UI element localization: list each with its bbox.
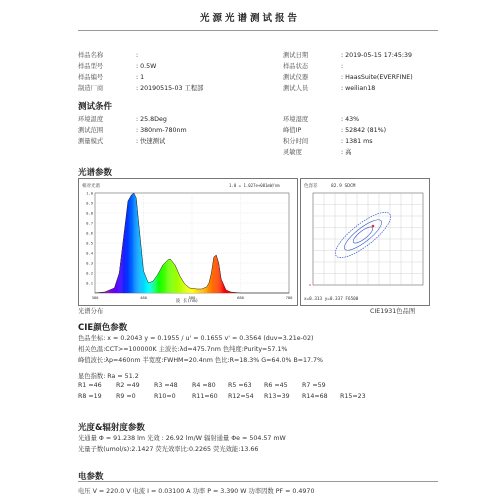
- title-rule: [78, 30, 438, 31]
- conditions-title: 测试条件: [78, 102, 113, 112]
- spectrum-x-tick: 780: [285, 295, 293, 300]
- electrical-rule: [78, 481, 438, 482]
- spectrum-x-tick: 580: [188, 295, 196, 300]
- ri-r4: R4 =80: [192, 382, 216, 389]
- cie-chart: [301, 179, 429, 305]
- spectrum-header-left: 相对光谱: [82, 184, 100, 189]
- field-sample-model: 样品型号 : 0.5W: [78, 63, 157, 70]
- ri-r2: R2 =49: [116, 382, 140, 389]
- ri-r7: R7 =59: [302, 382, 326, 389]
- cie-header-right: 82.9 SDCM: [331, 184, 356, 189]
- ra-line: 显色指数: Ra = 51.2: [78, 373, 139, 380]
- ri-r3: R3 =48: [154, 382, 178, 389]
- ri-r5: R5 =63: [228, 382, 252, 389]
- field-test-range: 测试范围 : 380nm-780nm: [78, 127, 187, 134]
- spectrum-y-tick: 1.0: [86, 190, 93, 196]
- photometric-line-flux: 光通量 Φ = 91.238 lm 光效 : 26.92 lm/W 辐射通量 Φe = 504.57 mW: [78, 435, 286, 442]
- cie-section-title: CIE颜色参数: [78, 323, 128, 333]
- spectrum-y-tick: 0.5: [86, 240, 93, 246]
- field-sample-status: 样品状态 :: [283, 63, 344, 70]
- spectrum-y-tick: 0.4: [86, 250, 93, 256]
- spectrum-y-tick: 0.8: [86, 210, 93, 216]
- spectrum-y-tick: 0.1: [86, 280, 93, 286]
- spectrum-y-tick: 0.3: [86, 260, 93, 266]
- spectrum-x-tick: 380: [91, 295, 99, 300]
- spectrum-x-tick: 680: [237, 295, 244, 300]
- field-instrument: 测试仪器 : HaasSuite(EVERFINE): [283, 74, 413, 81]
- report-title: 光源光谱测试报告: [199, 13, 300, 24]
- cie-line-peak: 峰值波长:λp=460nm 半宽度:FWHM=20.4nm 色比:R=18.3% G=64.0% B=17.7%: [78, 357, 324, 364]
- ri-r15: R15=23: [340, 393, 366, 400]
- ri-r10: R10=0: [154, 393, 176, 400]
- spectrum-title: 光谱参数: [78, 168, 113, 178]
- photometric-line-quantum: 光量子数(umol/s):2.1427 荧光效率比:0.2265 荧光效能:13.66: [78, 446, 259, 453]
- ri-r11: R11=60: [192, 393, 218, 400]
- cie-point-marker: [372, 225, 375, 228]
- cie-chart-frame: [300, 178, 430, 306]
- cie-caption: CIE1931色品图: [370, 308, 416, 315]
- field-peak-ip: 峰值IP : 52842 (81%): [283, 127, 387, 134]
- electrical-line: 电压 V = 220.0 V 电流 I = 0.03100 A 功率 P = 3.390 W 功率因数 PF = 0.4970: [78, 488, 315, 495]
- field-sample-name: 样品名称 :: [78, 52, 139, 59]
- cie-ellipses: [329, 205, 396, 264]
- photometric-title: 光度&辐射度参数: [78, 423, 145, 433]
- spectrum-caption: 光谱分布: [78, 308, 104, 315]
- field-sensitivity: 灵敏度 : 高: [283, 149, 352, 156]
- spectrum-chart: [79, 179, 297, 305]
- ri-r8: R8 =19: [78, 393, 102, 400]
- spectrum-x-tick: 480: [140, 295, 147, 300]
- ri-r13: R13=39: [264, 393, 290, 400]
- field-measure-mode: 测量模式 : 快速测试: [78, 138, 166, 145]
- ri-r9: R9 =0: [116, 393, 136, 400]
- ri-r6: R6 =45: [264, 382, 288, 389]
- spectrum-header-right: 1.0 = 1.027e+001mW/nm: [229, 183, 280, 188]
- ri-r1: R1 =46: [78, 382, 102, 389]
- spectrum-y-tick: 0.7: [86, 220, 93, 226]
- ri-r14: R14=68: [302, 393, 328, 400]
- ri-r12: R12=54: [228, 393, 254, 400]
- electrical-title: 电参数: [78, 472, 104, 482]
- field-integration-time: 积分时间 : 1381 ms: [283, 138, 373, 145]
- cie-line-cct: 相关色温:CCT>=100000K 主波长:λd=475.7nm 色纯度:Purity=57.1%: [78, 346, 288, 353]
- spectrum-y-tick: 0.2: [86, 270, 93, 276]
- field-sample-number: 样品编号 : 1: [78, 74, 145, 81]
- cie-footer: x=0.313 y=0.337 F6500: [304, 297, 359, 302]
- cie-header-left: 色容差: [304, 184, 318, 189]
- spectrum-x-label: 波 长(nm): [175, 299, 199, 304]
- field-manufacturer: 制造厂商 : 20190515-03 工程部: [78, 85, 204, 92]
- field-ambient-temp: 环境温度 : 25.8Deg: [78, 116, 167, 123]
- field-test-date: 测试日期 : 2019-05-15 17:45:39: [283, 52, 412, 59]
- spectrum-chart-frame: [78, 178, 298, 306]
- spectrum-y-tick: 0.9: [86, 200, 93, 206]
- spectrum-y-tick: 0.6: [86, 230, 93, 236]
- field-operator: 测试人员 : weilian18: [283, 85, 376, 92]
- cie-line-chromaticity: 色品坐标: x = 0.2043 y = 0.1955 / u' = 0.1655 v' = 0.3564 (duv=3.21e-02): [78, 335, 314, 342]
- field-humidity: 环境湿度 : 43%: [283, 116, 360, 123]
